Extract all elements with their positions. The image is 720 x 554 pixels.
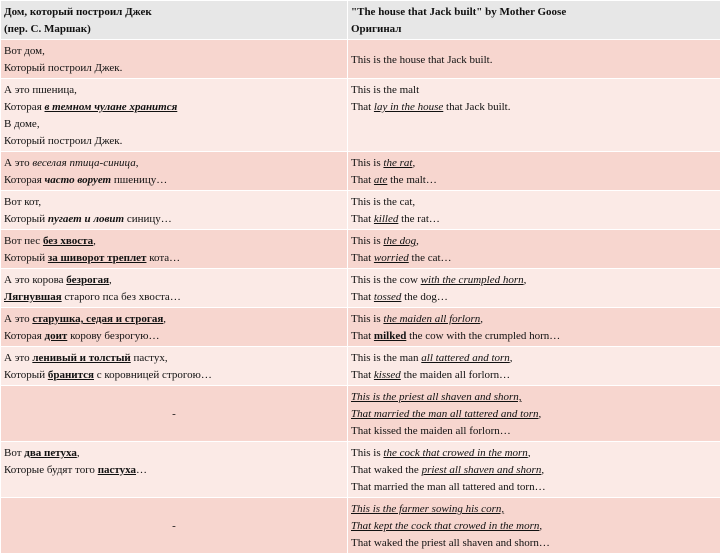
verse-text: That: [351, 291, 374, 303]
verse-text: ,: [412, 157, 415, 169]
english-verse-line: [351, 535, 717, 552]
english-verse-cell: [348, 347, 720, 386]
emphasized-text: That kept the cock that crowed in the morn: [351, 520, 539, 532]
verse-row: [1, 40, 720, 79]
english-verse-line: [351, 272, 717, 289]
russian-verse-line: [4, 133, 344, 150]
verse-text: This is the cat,: [351, 196, 415, 208]
verse-text: ,: [136, 157, 139, 169]
verse-text: This is the man: [351, 352, 421, 364]
english-verse-line: [351, 367, 717, 384]
english-verse-line: [351, 328, 717, 345]
emphasized-text: kissed: [374, 369, 401, 381]
russian-verse-cell: [1, 40, 348, 79]
verse-text: Вот кот,: [4, 196, 41, 208]
verse-text: В доме,: [4, 118, 40, 130]
english-verse-line: [351, 423, 717, 440]
english-verse-cell: [348, 308, 720, 347]
header-cell-english: [348, 1, 720, 40]
verse-text: This is: [351, 313, 383, 325]
russian-verse-line: [4, 211, 344, 228]
russian-verse-cell: [1, 79, 348, 152]
russian-verse-cell: [1, 347, 348, 386]
verse-text: Вот пес: [4, 235, 43, 247]
empty-placeholder-dash: -: [172, 408, 176, 420]
verse-text: синицу…: [124, 213, 172, 225]
emphasized-text: часто ворует: [45, 174, 112, 186]
verse-row: [1, 347, 720, 386]
emphasized-text: the maiden all forlorn: [383, 313, 480, 325]
verse-text: Который: [4, 369, 48, 381]
emphasized-text: worried: [374, 252, 409, 264]
russian-verse-line: [4, 272, 344, 289]
russian-verse-cell: [1, 269, 348, 308]
english-verse-cell: [348, 269, 720, 308]
verse-text: This is the malt: [351, 84, 419, 96]
verse-text: с коровницей строгою…: [94, 369, 212, 381]
emphasized-text: в темном чулане хранится: [45, 101, 178, 113]
header-ru-title: Дом, который построил Джек: [4, 4, 344, 21]
verse-text: That: [351, 252, 374, 264]
verse-text: That: [351, 174, 374, 186]
english-verse-line: [351, 479, 717, 496]
emphasized-text: with the crumpled horn: [421, 274, 524, 286]
english-verse-cell: [348, 230, 720, 269]
russian-verse-line: [4, 233, 344, 250]
english-verse-line: [351, 350, 717, 367]
english-verse-line: [351, 406, 717, 423]
verse-text: that Jack built.: [443, 101, 510, 113]
verse-row: [1, 152, 720, 191]
russian-verse-line: [4, 250, 344, 267]
emphasized-text: milked: [374, 330, 406, 342]
english-verse-line: [351, 289, 717, 306]
verse-row: [1, 191, 720, 230]
verse-text: That waked the: [351, 464, 422, 476]
verse-text: That married the man all tattered and torn…: [351, 481, 546, 493]
verse-text: пшеницу…: [111, 174, 167, 186]
verse-text: А это: [4, 313, 32, 325]
verse-text: А это: [4, 157, 32, 169]
header-ru-translator: (пер. С. Маршак): [4, 21, 344, 38]
emphasized-text: This is the farmer sowing his corn,: [351, 503, 504, 515]
emphasized-text: all tattered and torn: [421, 352, 510, 364]
verse-text: Которая: [4, 330, 45, 342]
emphasized-text: за шиворот треплет: [48, 252, 147, 264]
emphasized-text: бранится: [48, 369, 94, 381]
verse-text: That kissed the maiden all forlorn…: [351, 425, 511, 437]
emphasized-text: killed: [374, 213, 398, 225]
verse-text: Которая: [4, 101, 45, 113]
verse-text: Вот дом,: [4, 45, 45, 57]
verse-text: This is: [351, 447, 383, 459]
emphasized-text: the cock that crowed in the morn: [383, 447, 527, 459]
emphasized-text: безрогая: [66, 274, 109, 286]
russian-verse-line: [4, 328, 344, 345]
english-verse-cell: [348, 40, 720, 79]
verse-text: ,: [528, 447, 531, 459]
verse-text: ,: [480, 313, 483, 325]
russian-verse-cell: [1, 308, 348, 347]
verse-text: Который: [4, 213, 48, 225]
verse-text: the dog…: [401, 291, 447, 303]
verse-text: …: [136, 464, 147, 476]
verse-text: ,: [524, 274, 527, 286]
emphasized-text: tossed: [374, 291, 402, 303]
header-en-title: "The house that Jack built" by Mother Goose: [351, 4, 717, 21]
english-verse-cell: [348, 498, 720, 554]
russian-verse-line: [4, 155, 344, 172]
verse-row: [1, 269, 720, 308]
english-verse-line: [351, 445, 717, 462]
russian-verse-line: [4, 99, 344, 116]
emphasized-text: два петуха: [24, 447, 77, 459]
russian-verse-line: [4, 367, 344, 384]
header-cell-russian: [1, 1, 348, 40]
russian-verse-line: [4, 289, 344, 306]
english-verse-line: [351, 211, 717, 228]
verse-text: That waked the priest all shaven and shorn…: [351, 537, 550, 549]
russian-verse-line: [4, 60, 344, 77]
english-verse-line: [351, 311, 717, 328]
english-verse-cell: [348, 442, 720, 498]
verse-text: That: [351, 369, 374, 381]
emphasized-text: the dog: [383, 235, 416, 247]
russian-verse-line: [4, 445, 344, 462]
verse-text: ,: [539, 408, 542, 420]
russian-verse-line: [4, 350, 344, 367]
verse-row: [1, 498, 720, 554]
verse-text: the cat…: [409, 252, 452, 264]
verse-text: the maiden all forlorn…: [401, 369, 510, 381]
english-verse-line: [351, 233, 717, 250]
verse-text: the rat…: [398, 213, 440, 225]
english-verse-line: [351, 501, 717, 518]
verse-text: кота…: [146, 252, 180, 264]
verse-text: That: [351, 330, 374, 342]
emphasized-text: priest all shaven and shorn: [422, 464, 542, 476]
emphasized-text: пастуха: [98, 464, 136, 476]
russian-verse-line: [4, 116, 344, 133]
verse-text: the malt…: [387, 174, 437, 186]
verse-text: А это: [4, 352, 32, 364]
verse-text: That: [351, 101, 374, 113]
english-verse-line: [351, 389, 717, 406]
verse-text: This is the cow: [351, 274, 421, 286]
emphasized-text: This is the priest all shaven and shorn,: [351, 391, 522, 403]
russian-verse-cell: [1, 386, 348, 442]
verse-text: ,: [77, 447, 80, 459]
verse-text: ,: [539, 520, 542, 532]
verse-text: ,: [541, 464, 544, 476]
verse-text: А это корова: [4, 274, 66, 286]
english-verse-line: [351, 250, 717, 267]
verse-row: [1, 79, 720, 152]
verse-row: [1, 442, 720, 498]
emphasized-text: the rat: [383, 157, 412, 169]
emphasized-text: That married the man all tattered and torn: [351, 408, 539, 420]
russian-verse-cell: [1, 498, 348, 554]
russian-verse-cell: [1, 230, 348, 269]
russian-verse-cell: [1, 191, 348, 230]
emphasized-text: доит: [45, 330, 68, 342]
verse-text: the cow with the crumpled horn…: [406, 330, 560, 342]
verse-text: This is: [351, 235, 383, 247]
english-verse-line: [351, 172, 717, 189]
russian-verse-line: [4, 194, 344, 211]
english-verse-cell: [348, 386, 720, 442]
english-verse-line: [351, 518, 717, 535]
emphasized-text: Лягнувшая: [4, 291, 62, 303]
verse-text: корову безрогую…: [67, 330, 159, 342]
verse-text: старого пса без хвоста…: [62, 291, 181, 303]
emphasized-text: ate: [374, 174, 387, 186]
verse-text: Которая: [4, 174, 45, 186]
english-verse-line: [351, 194, 717, 211]
russian-verse-line: [4, 311, 344, 328]
emphasized-text: старушка, седая и строгая: [32, 313, 163, 325]
header-row: [1, 1, 720, 40]
emphasized-text: без хвоста: [43, 235, 93, 247]
verse-text: That: [351, 213, 374, 225]
verse-text: Который: [4, 252, 48, 264]
english-verse-line: [351, 155, 717, 172]
verse-row: [1, 308, 720, 347]
russian-verse-line: [4, 43, 344, 60]
english-verse-line: [351, 82, 717, 99]
verse-text: ,: [109, 274, 112, 286]
verse-text: Который построил Джек.: [4, 62, 122, 74]
english-verse-cell: [348, 79, 720, 152]
verse-row: [1, 230, 720, 269]
english-verse-line: [351, 462, 717, 479]
english-verse-line: [351, 99, 717, 116]
verse-text: А это пшеница,: [4, 84, 77, 96]
verse-text: Который построил Джек.: [4, 135, 122, 147]
verse-text: ,: [93, 235, 96, 247]
russian-verse-line: [4, 462, 344, 479]
russian-verse-line: [4, 172, 344, 189]
emphasized-text: пугает и ловит: [48, 213, 124, 225]
emphasized-text: ленивый и толстый: [32, 352, 130, 364]
english-verse-cell: [348, 191, 720, 230]
verse-row: [1, 386, 720, 442]
verse-text: Которые будят того: [4, 464, 98, 476]
verse-text: This is the house that Jack built.: [351, 54, 492, 66]
russian-verse-line: [4, 82, 344, 99]
emphasized-text: веселая птица-синица: [32, 157, 135, 169]
verse-text: ,: [416, 235, 419, 247]
english-verse-line: [351, 52, 717, 69]
english-verse-cell: [348, 152, 720, 191]
verse-text: Вот: [4, 447, 24, 459]
header-en-original: Оригинал: [351, 21, 717, 38]
russian-verse-cell: [1, 442, 348, 498]
verse-text: ,: [163, 313, 166, 325]
empty-placeholder-dash: -: [172, 520, 176, 532]
emphasized-text: lay in the house: [374, 101, 443, 113]
russian-verse-cell: [1, 152, 348, 191]
verse-text: This is: [351, 157, 383, 169]
verse-text: пастух,: [131, 352, 168, 364]
verse-text: ,: [510, 352, 513, 364]
